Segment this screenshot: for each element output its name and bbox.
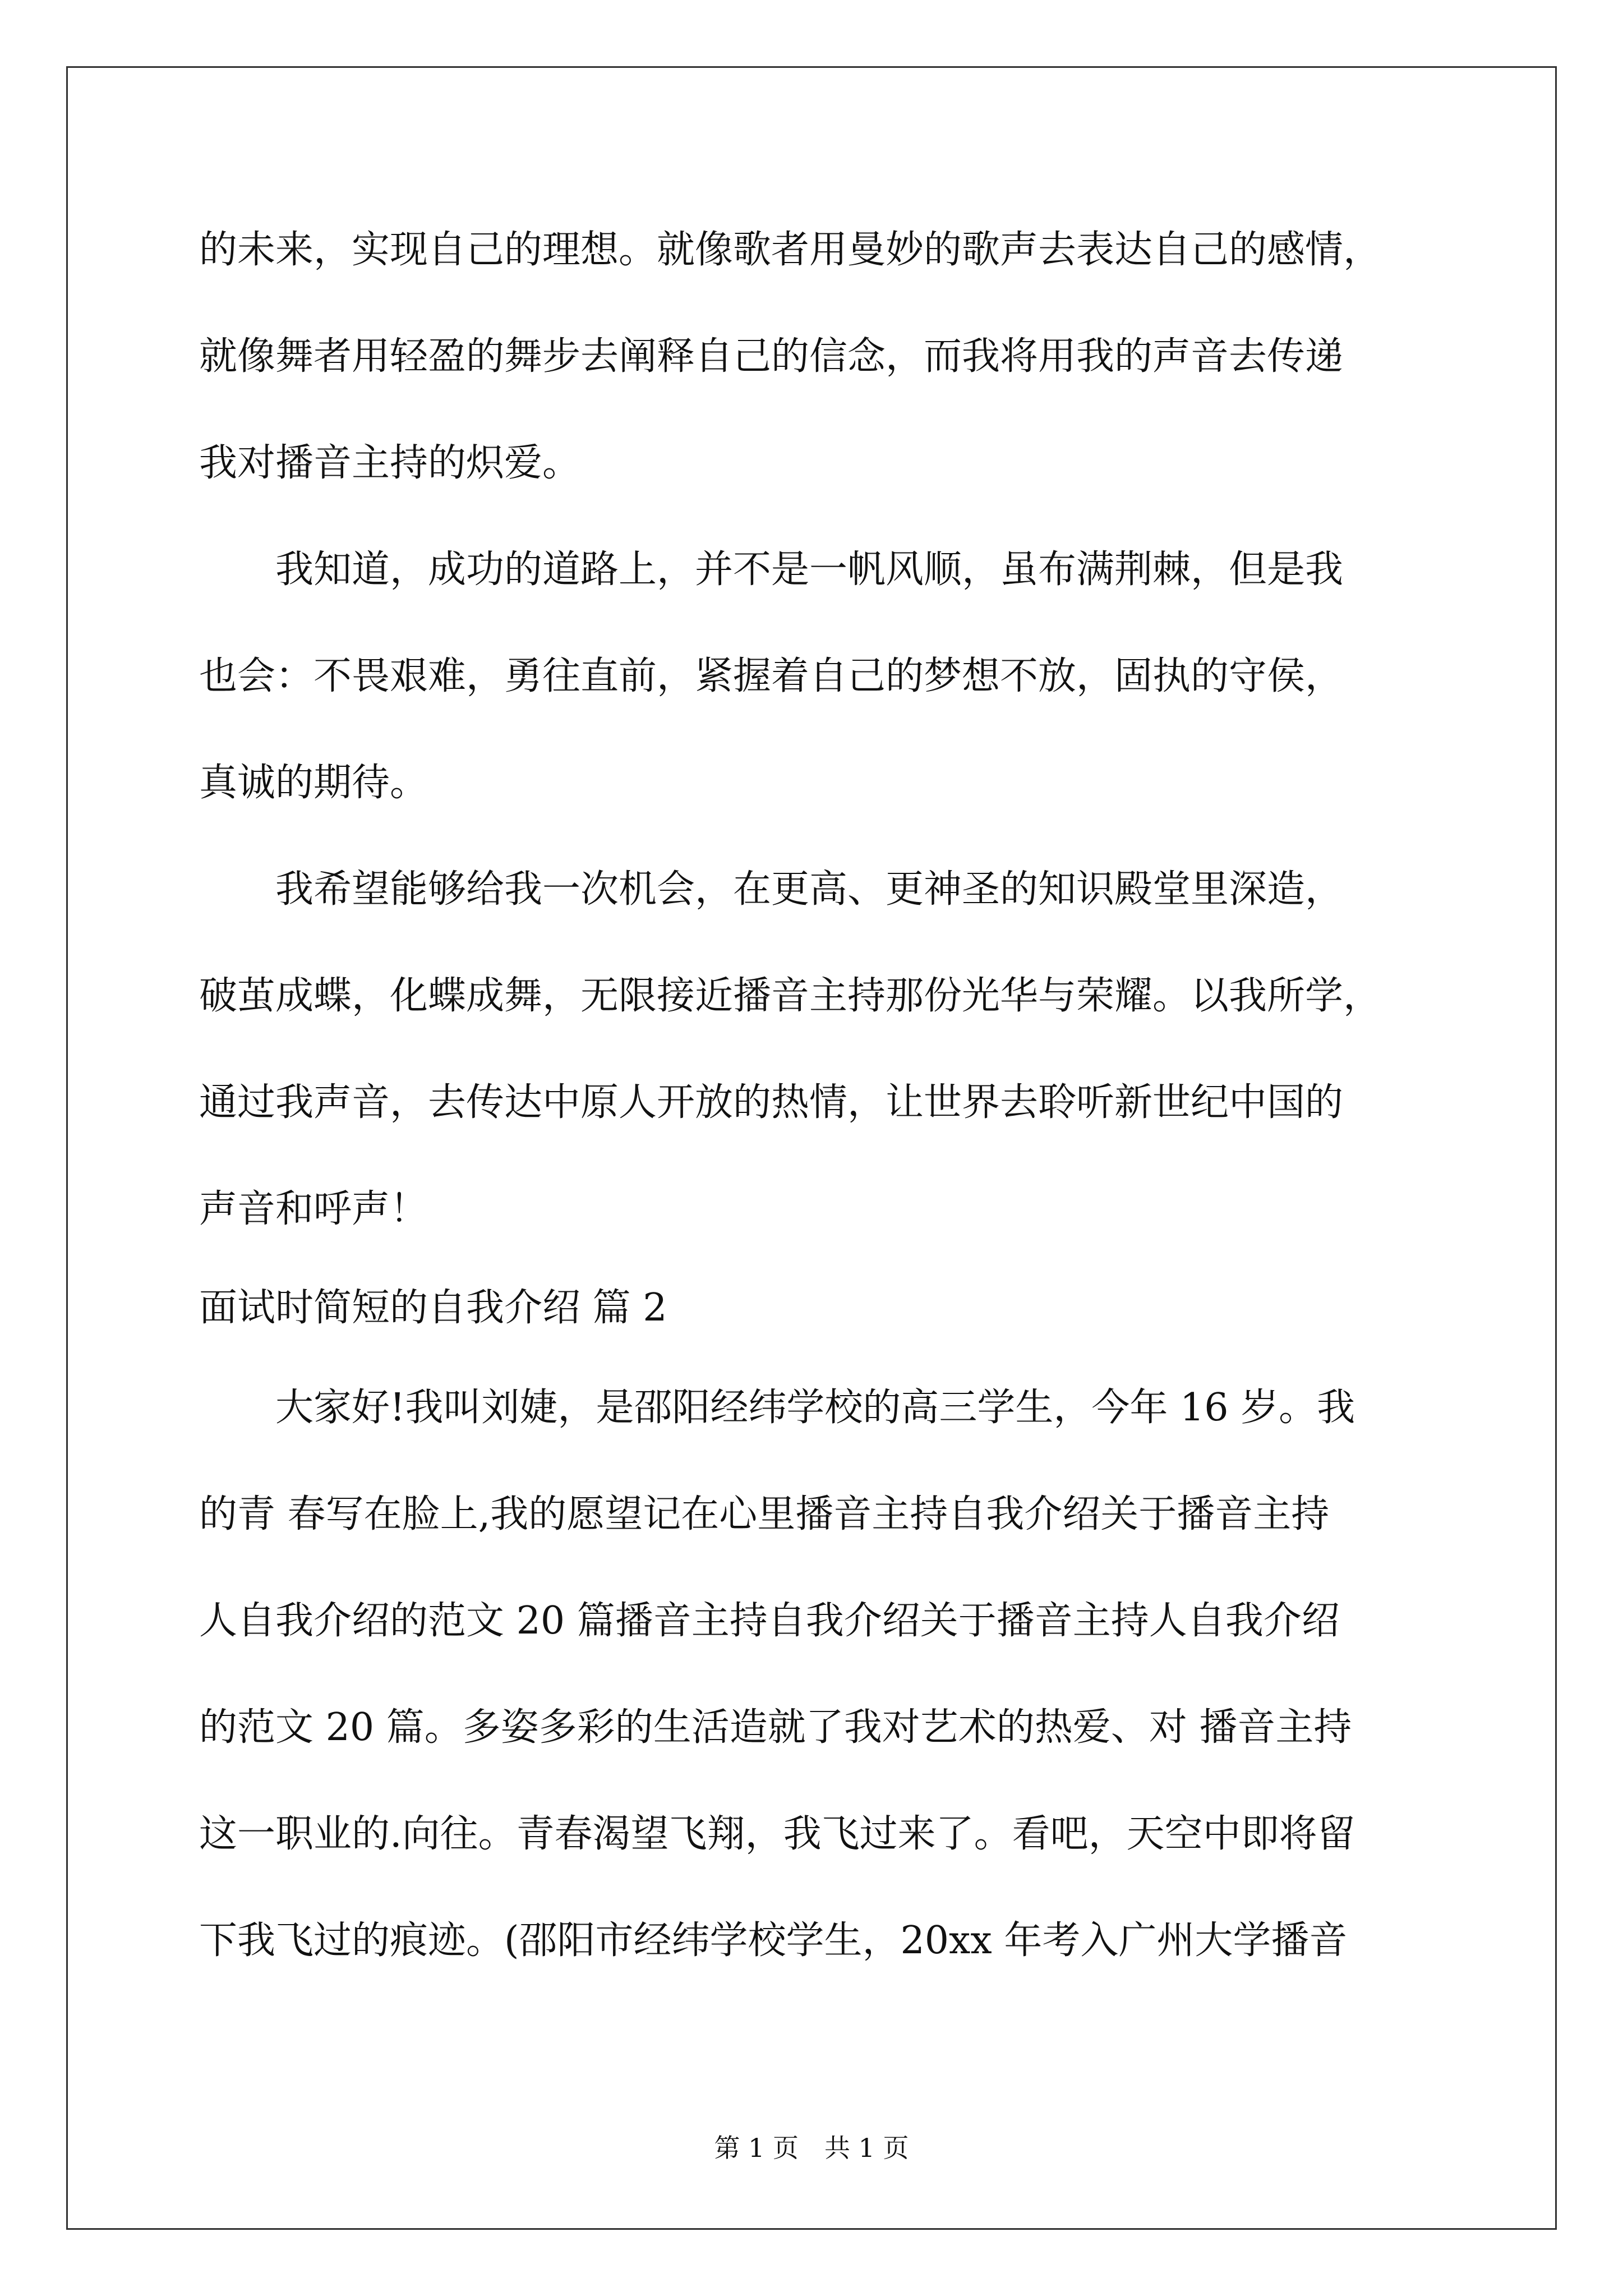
text-line: 我对播音主持的炽爱。 [199,441,581,485]
text-line: 的未来，实现自己的理想。就像歌者用曼妙的歌声去表达自己的感情， [199,228,1382,272]
text-line: 声音和呼声！ [199,1187,428,1231]
text-line: 也会：不畏艰难，勇往直前，紧握着自己的梦想不放，固执的守侯， [199,654,1344,698]
text-line: 就像舞者用轻盈的舞步去阐释自己的信念，而我将用我的声音去传递 [199,334,1344,379]
text-line: 这一职业的.向往。青春渴望飞翔，我飞过来了。看吧，天空中即将留 [199,1812,1355,1856]
text-line: 我希望能够给我一次机会，在更高、更神圣的知识殿堂里深造， [199,867,1344,912]
text-line: 通过我声音，去传达中原人开放的热情，让世界去聆听新世纪中国的 [199,1080,1344,1125]
page-number-footer: 第 1 页 共 1 页 [714,2133,909,2163]
text-line: 的范文 20 篇。多姿多彩的生活造就了我对艺术的热爱、对 播音主持 [199,1705,1352,1750]
text-line: 破茧成蝶，化蝶成舞，无限接近播音主持那份光华与荣耀。以我所学， [199,974,1382,1018]
text-line: 大家好!我叫刘婕，是邵阳经纬学校的高三学生，今年 16 岁。我 [199,1386,1355,1430]
page-border [66,66,1557,2230]
text-line: 人自我介绍的范文 20 篇播音主持自我介绍关于播音主持人自我介绍 [199,1599,1340,1643]
text-line: 我知道，成功的道路上，并不是一帆风顺，虽布满荆棘，但是我 [199,547,1344,592]
text-line: 下我飞过的痕迹。(邵阳市经纬学校学生，20xx 年考入广州大学播音 [199,1918,1348,1963]
text-line: 真诚的期待。 [199,761,428,805]
text-line: 的青 春写在脸上,我的愿望记在心里播音主持自我介绍关于播音主持 [199,1492,1330,1536]
section-heading: 面试时简短的自我介绍 篇 2 [199,1286,667,1330]
